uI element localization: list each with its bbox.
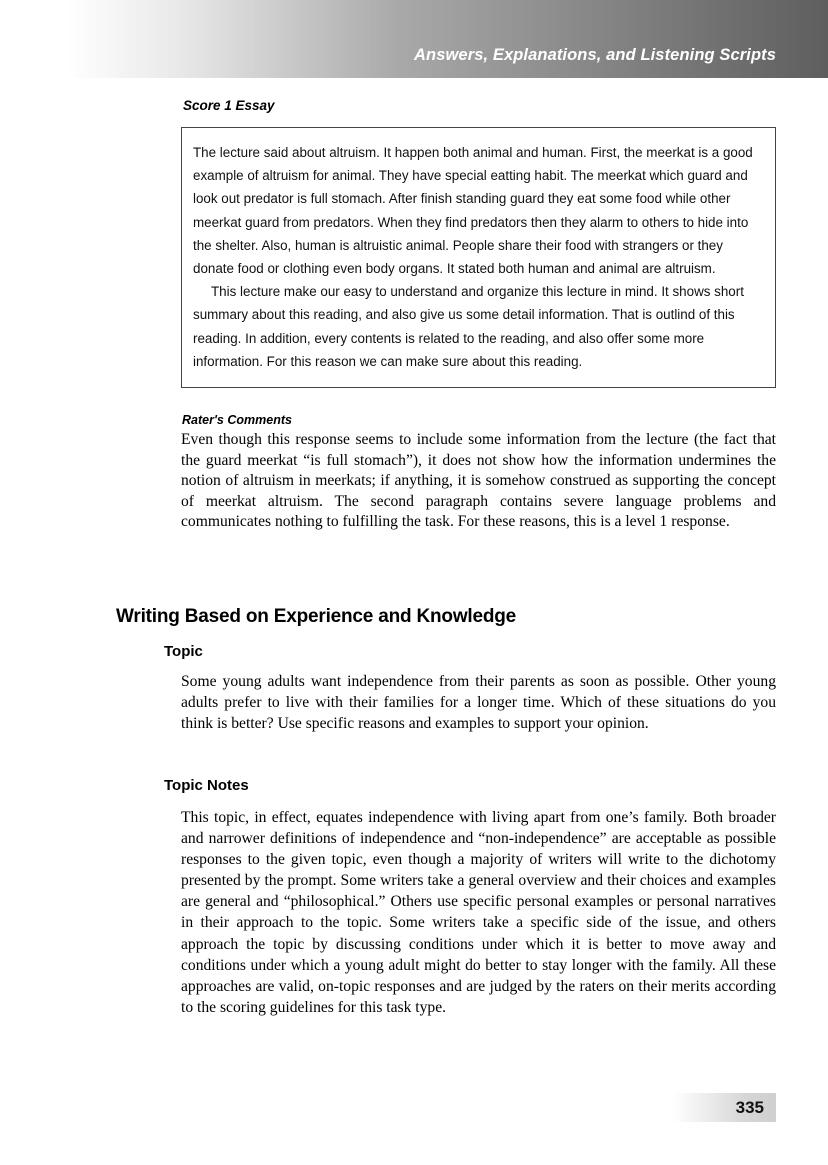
topic-notes-text: This topic, in effect, equates independence with living apart from one’s family. Both broader and narrower definitions of independence and “non-independence” are acceptable as possible responses to the given topic, even though a majority of writers will write to the dichotomy presented by the prompt. Some writers take a general overview and their choices and examples are general and “philosophical.” Others use specific personal examples or personal narratives in their approach to the topic. Some writers take a specific side of the issue, and others approach the topic by discussing conditions under which it is better to move away and conditions under which a young adult might do better to stay longer with the family. All these approaches are valid, on-topic responses and are judged by the raters on their merits according to the scoring guidelines for this task type. — [181, 809, 776, 1016]
page-header-title: Answers, Explanations, and Listening Scripts — [414, 46, 776, 64]
score-essay-label: Score 1 Essay — [183, 98, 275, 113]
section-heading: Writing Based on Experience and Knowledge — [116, 606, 517, 627]
raters-comments-text: Even though this response seems to include some information from the lecture (the fact that the guard meerkat “is full stomach”), it does not show how the information undermines the notion of altruism in meerkats; if anything, it is somehow construed as supporting the concept of meerkat altruism. The second paragraph contains severe language problems and communicates nothing to fulfilling the task. For these reasons, this is a level 1 response. — [181, 431, 776, 531]
page-number: 335 — [735, 1097, 764, 1117]
page-header-band — [0, 0, 828, 78]
topic-heading: Topic — [164, 643, 203, 660]
topic-notes-heading: Topic Notes — [164, 777, 249, 794]
essay-paragraph-2: This lecture make our easy to understand and organize this lecture in mind. It shows short summary about this reading, and also give us some detail information. That is outlind of this reading. In addition, every contents is related to the reading, and also offer some more information. For this reason we can make sure about this reading. — [193, 284, 744, 369]
essay-response-box — [181, 127, 776, 388]
topic-text: Some young adults want independence from their parents as soon as possible. Other young adults prefer to live with their families for a longer time. Which of these situations do you think is better? Use specific reasons and examples to support your opinion. — [181, 673, 776, 732]
essay-paragraph-1: The lecture said about altruism. It happen both animal and human. First, the meerkat is a good example of altruism for animal. They have special eatting habit. The meerkat which guard and look out predator is full stomach. After finish standing guard they eat some food while other meerkat guard from predators. When they find predators then they alarm to others to hide into the shelter. Also, human is altruistic animal. People share their food with strangers or they donate food or clothing even body organs. It stated both human and animal are altruism. — [193, 145, 753, 277]
page-number-box — [673, 1093, 776, 1122]
raters-comments-label: Rater's Comments — [182, 413, 292, 427]
